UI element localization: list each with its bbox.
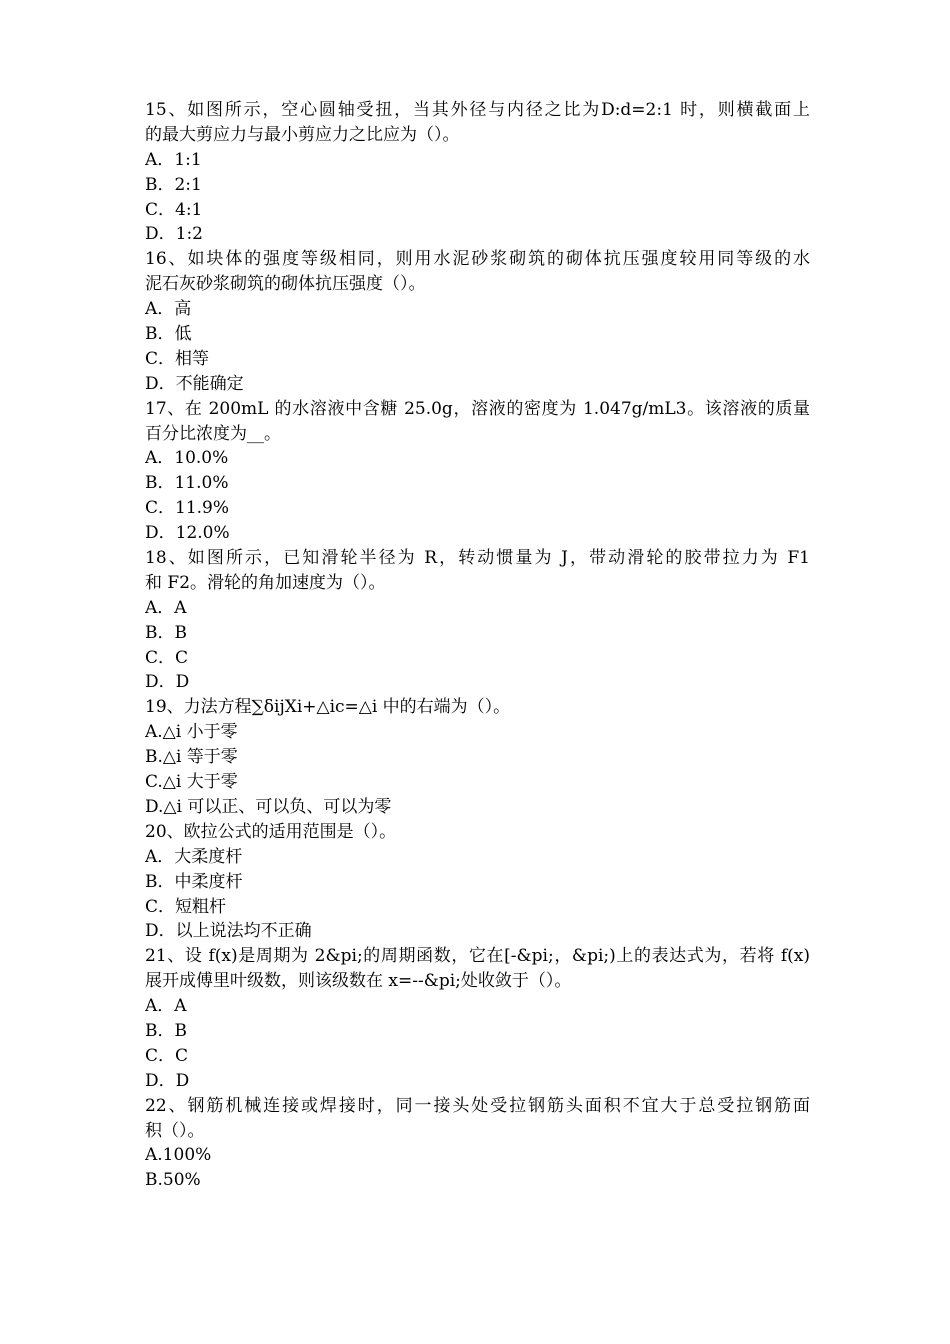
- text-line: D．D: [145, 1070, 190, 1091]
- text-line: C.△i 大于零: [145, 772, 238, 793]
- text-line: D．1:2: [145, 224, 203, 245]
- text-line: 泥石灰砂浆砌筑的砌体抗压强度（）。: [145, 274, 426, 295]
- document-page: [145, 98, 810, 1193]
- text-line: B．11.0%: [145, 473, 229, 494]
- text-line: A．大柔度杆: [145, 846, 243, 867]
- text-line: 16、如块体的强度等级相同，则用水泥砂浆砌筑的砌体抗压强度较用同等级的水: [145, 249, 810, 270]
- text-line: 21、设 f(x)是周期为 2&pi;的周期函数，它在[-&pi;，&pi;)上的表达式为，若将 f(x): [145, 946, 810, 967]
- text-line: A.100%: [145, 1145, 212, 1166]
- text-line: D．D: [145, 672, 190, 693]
- text-line: B．中柔度杆: [145, 871, 243, 892]
- text-line: B．B: [145, 622, 187, 643]
- text-line: 22、钢筋机械连接或焊接时，同一接头处受拉钢筋头面积不宜大于总受拉钢筋面: [145, 1095, 810, 1116]
- text-line: C．11.9%: [145, 498, 230, 519]
- text-line: A．10.0%: [145, 448, 229, 469]
- text-line: 19、力法方程∑δijXi+△ic=△i 中的右端为（）。: [145, 697, 511, 718]
- text-line: A．1:1: [145, 149, 202, 170]
- text-line: 17、在 200mL 的水溶液中含糖 25.0g，溶液的密度为 1.047g/mL3。该溶液的质量: [145, 398, 810, 419]
- text-line: A．A: [145, 996, 187, 1017]
- text-line: C．C: [145, 647, 189, 668]
- text-line: 的最大剪应力与最小剪应力之比应为（）。: [145, 124, 460, 145]
- text-line: C．短粗杆: [145, 896, 227, 917]
- text-line: A.△i 小于零: [145, 722, 238, 743]
- text-line: B．B: [145, 1020, 187, 1041]
- text-line: B．2:1: [145, 174, 202, 195]
- text-line: 展开成傅里叶级数，则该级数在 x=--&pi;处收敛于（）。: [145, 971, 572, 992]
- text-line: 和 F2。滑轮的角加速度为（）。: [145, 572, 386, 593]
- text-line: 积（）。: [145, 1120, 205, 1141]
- text-line: A．A: [145, 597, 187, 618]
- text-line: B.50%: [145, 1170, 201, 1191]
- text-line: B．低: [145, 324, 192, 345]
- text-line: C．相等: [145, 348, 210, 369]
- text-line: A．高: [145, 299, 192, 320]
- text-line: C．4:1: [145, 199, 203, 220]
- text-line: 18、如图所示，已知滑轮半径为 R，转动惯量为 J，带动滑轮的胶带拉力为 F1: [145, 548, 810, 569]
- text-line: B.△i 等于零: [145, 747, 238, 768]
- text-line: 百分比浓度为__。: [145, 423, 281, 444]
- text-line: 20、欧拉公式的适用范围是（）。: [145, 821, 397, 842]
- text-line: D．不能确定: [145, 373, 244, 394]
- text-line: D．以上说法均不正确: [145, 921, 312, 942]
- text-line: C．C: [145, 1045, 189, 1066]
- text-line: D.△i 可以正、可以负、可以为零: [145, 796, 392, 817]
- text-line: 15、如图所示，空心圆轴受扭，当其外径与内径之比为D:d=2:1 时，则横截面上: [145, 100, 810, 120]
- text-line: D．12.0%: [145, 523, 230, 544]
